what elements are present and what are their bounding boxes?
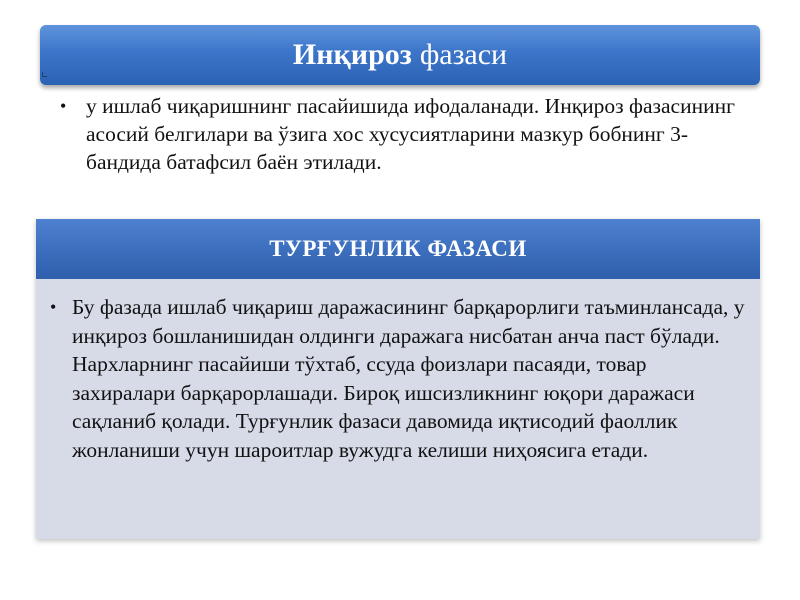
- corner-mark: [42, 72, 47, 77]
- slide-title-rest: фазаси: [419, 38, 508, 71]
- intro-bullet-row: [60, 92, 750, 176]
- intro-text: у ишлаб чиқаришнинг пасайишида ифодаланади. Инқироз фазасининг асосий белгилари ва ўзига хос хусусиятларини мазкур бобнинг 3-бандида батафсил баён этилади.: [86, 94, 735, 174]
- panel-title: ТУРҒУНЛИК ФАЗАСИ: [36, 219, 760, 279]
- stagnation-phase-panel: [36, 219, 760, 539]
- intro-paragraph: [60, 92, 750, 176]
- bullet-icon: •: [50, 297, 57, 317]
- panel-text: Бу фазада ишлаб чиқариш даражасининг барқарорлиги таъминлансада, у инқироз бошланишидан олдинги даражага нисбатан анча паст бўлади. Нархларнинг пасайиши тўхтаб, ссуда фоизлари пасаяди, товар захиралари барқарорлашади. Бироқ ишсизликнинг юқори даражаси сақланиб қолади. Турғунлик фазаси давомида иқтисодий фаоллик жонланиши учун шароитлар вужудга келиши ниҳоясига етади.: [72, 295, 745, 462]
- slide-title-bar: [40, 25, 760, 85]
- panel-body: [50, 293, 750, 464]
- slide-title-bold: Инқироз: [292, 38, 412, 71]
- panel-bullet-row: [50, 293, 750, 464]
- bullet-icon: •: [60, 96, 67, 116]
